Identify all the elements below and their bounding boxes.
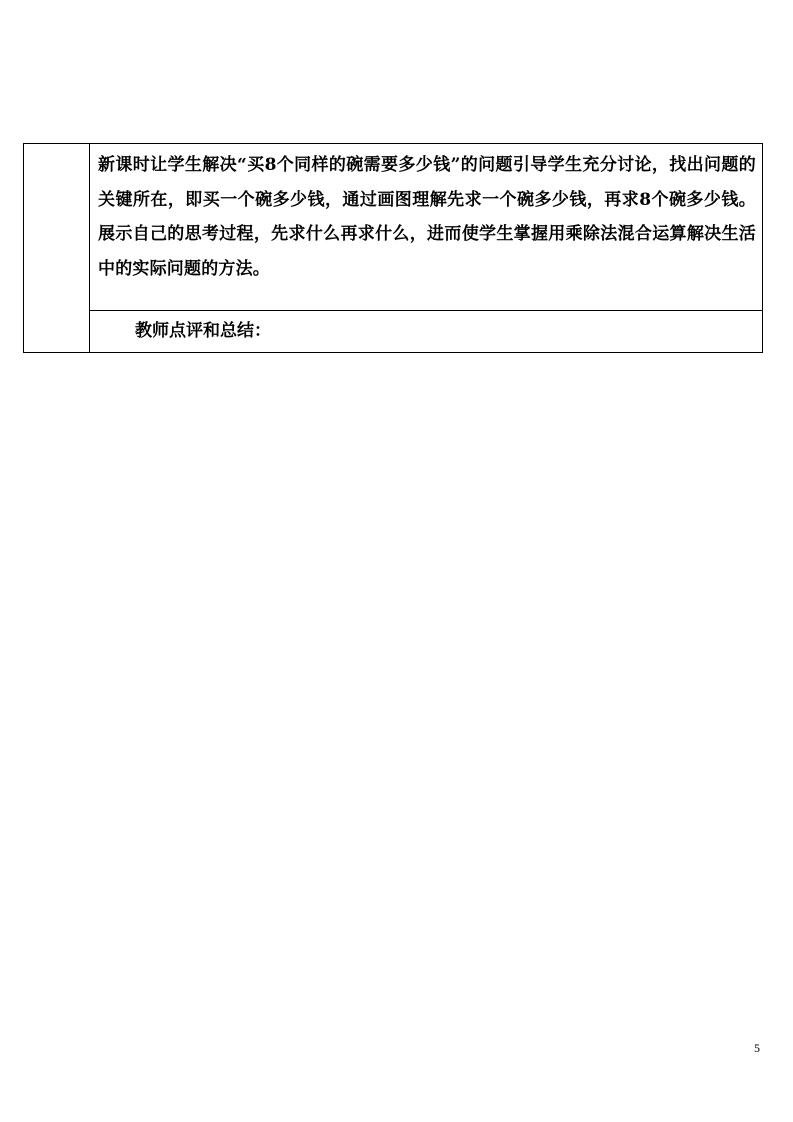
page-number: 5 (754, 1041, 760, 1055)
content-cell-body (90, 144, 762, 310)
content-cell (90, 144, 763, 311)
teacher-summary-label: 教师点评和总结： (135, 321, 271, 341)
lesson-table (23, 143, 763, 353)
lesson-description: 新课时让学生解决“买8个同样的碗需要多少钱”的问题引导学生充分讨论，找出问题的关键所在，即买一个碗多少钱，通过画图理解先求一个碗多少钱，再求8个碗多少钱。展示自己的思考过程，先求什么再求什么，进而使学生掌握用乘除法混合运算解决生活中的实际问题的方法。 (98, 155, 756, 279)
table-row (24, 144, 763, 311)
summary-cell-body (90, 311, 762, 352)
left-cell (24, 144, 90, 353)
table-row (24, 311, 763, 353)
summary-cell (90, 311, 763, 353)
